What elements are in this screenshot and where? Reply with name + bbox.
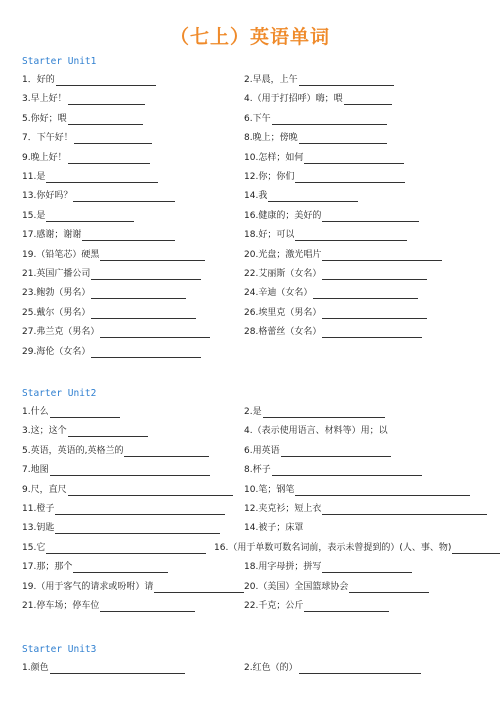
vocab-prompt: 17.感谢；谢谢 (22, 230, 82, 241)
vocab-item (22, 503, 225, 515)
vocab-item (22, 406, 120, 418)
vocab-prompt: 26.埃里克（男名） (244, 307, 322, 318)
vocab-item (22, 425, 148, 437)
vocab-item (244, 406, 385, 418)
vocab-item (22, 542, 206, 554)
answer-blank[interactable] (263, 407, 385, 418)
vocab-prompt: 7．下午好！ (22, 133, 73, 144)
vocab-prompt: 19.（铅笔芯）硬黑 (22, 249, 100, 260)
vocab-item (22, 190, 175, 202)
vocab-item (244, 132, 387, 144)
answer-blank[interactable] (272, 114, 387, 125)
answer-blank[interactable] (73, 191, 175, 202)
vocab-prompt: 21.英国广播公司 (22, 269, 91, 279)
vocab-prompt: 18.用字母拼；拼写 (244, 562, 322, 573)
vocab-prompt: 2.早晨，上午 (244, 75, 298, 85)
answer-blank[interactable] (322, 308, 427, 319)
answer-blank[interactable] (322, 211, 419, 222)
vocab-item (22, 522, 220, 534)
vocab-item (22, 210, 134, 222)
answer-blank[interactable] (82, 230, 175, 241)
answer-blank[interactable] (295, 485, 470, 496)
vocab-prompt: 13.钥匙 (22, 523, 55, 534)
vocab-prompt: 18.好；可以 (244, 230, 295, 241)
answer-blank[interactable] (299, 133, 387, 144)
vocab-prompt: 5.你好；喂 (22, 113, 67, 124)
answer-blank[interactable] (299, 75, 394, 86)
vocab-item (22, 287, 186, 299)
vocab-item (244, 113, 387, 125)
vocab-prompt: 23.鲍勃（男名） (22, 288, 91, 299)
vocab-prompt: 14.被子；床罩 (244, 523, 304, 534)
vocab-prompt: 25.戴尔（男名） (22, 307, 91, 318)
vocab-prompt: 20.（美国）全国篮球协会 (244, 581, 349, 592)
vocab-prompt: 22.千克；公斤 (244, 601, 304, 611)
answer-blank[interactable] (322, 562, 412, 573)
vocab-prompt: 24.辛迪（女名） (244, 288, 313, 299)
answer-blank[interactable] (73, 562, 168, 573)
answer-blank[interactable] (55, 523, 220, 534)
vocab-prompt: 9.晚上好！ (22, 152, 67, 163)
vocab-prompt: 17.那；那个 (22, 562, 73, 573)
answer-blank[interactable] (74, 133, 152, 144)
vocab-prompt: 19.（用于客气的请求或吩咐）请 (22, 581, 154, 592)
vocab-prompt: 28.格蕾丝（女名） (244, 327, 322, 338)
vocab-prompt: 8.晚上；傍晚 (244, 133, 298, 144)
answer-blank[interactable] (349, 582, 429, 593)
vocab-item (244, 268, 427, 280)
answer-blank[interactable] (91, 347, 201, 358)
vocab-prompt: 1.什么 (22, 407, 49, 417)
vocab-item (22, 464, 210, 476)
vocab-item (22, 600, 195, 612)
vocab-prompt: 3.早上好！ (22, 94, 67, 105)
answer-blank[interactable] (100, 327, 210, 338)
vocab-prompt: 10.怎样；如何 (244, 152, 304, 163)
vocab-prompt: 4.（用于打招呼）嗨；喂 (244, 94, 343, 105)
vocab-item (244, 561, 412, 573)
answer-blank[interactable] (268, 191, 358, 202)
vocab-item (244, 600, 389, 612)
vocab-item (244, 464, 422, 476)
answer-blank[interactable] (50, 663, 185, 674)
vocab-item (244, 287, 418, 299)
answer-blank[interactable] (304, 601, 389, 612)
vocab-item (244, 425, 388, 437)
vocab-prompt: 29.海伦（女名） (22, 346, 91, 357)
vocab-item (244, 93, 392, 105)
vocab-prompt: 2.是 (244, 407, 262, 417)
vocab-item (244, 74, 394, 86)
answer-blank[interactable] (68, 426, 148, 437)
answer-blank[interactable] (68, 114, 143, 125)
vocab-prompt: 16.（用于单数可数名词前，表示未曾提到的）(人、事、物) (214, 542, 452, 553)
vocab-prompt: 11.橙子 (22, 504, 55, 514)
answer-blank[interactable] (322, 504, 487, 515)
vocab-prompt: 2.红色（的） (244, 663, 298, 673)
answer-blank[interactable] (91, 308, 196, 319)
vocab-item (244, 307, 427, 319)
vocab-prompt: 12.你；你们 (244, 172, 295, 182)
answer-blank[interactable] (299, 663, 421, 674)
vocab-item (244, 326, 422, 338)
vocab-item (244, 522, 303, 534)
vocab-item (22, 484, 233, 496)
vocab-item (22, 346, 201, 358)
vocab-item (244, 503, 487, 515)
vocab-prompt: 20.光盘；激光唱片 (244, 249, 322, 260)
vocab-item (22, 152, 150, 164)
vocab-prompt: 15.是 (22, 210, 46, 221)
answer-blank[interactable] (46, 172, 158, 183)
vocab-item (22, 268, 201, 280)
answer-blank[interactable] (295, 172, 405, 183)
answer-blank[interactable] (55, 504, 225, 515)
answer-blank[interactable] (344, 94, 392, 105)
vocab-prompt: 8.杯子 (244, 465, 271, 476)
vocab-prompt: 14.我 (244, 191, 268, 202)
vocab-item (244, 484, 470, 496)
answer-blank[interactable] (100, 601, 195, 612)
vocab-item (22, 74, 156, 86)
answer-blank[interactable] (56, 75, 156, 86)
answer-blank[interactable] (46, 543, 206, 554)
vocab-prompt: 27.弗兰克（男名） (22, 327, 100, 338)
answer-blank[interactable] (322, 250, 442, 261)
vocab-prompt: 1.颜色 (22, 663, 49, 673)
vocab-item (22, 326, 210, 338)
vocab-item (244, 249, 442, 261)
answer-blank[interactable] (281, 446, 391, 457)
vocab-prompt: 22.艾丽斯（女名） (244, 269, 322, 279)
unit-heading: Starter Unit3 (22, 644, 97, 655)
vocab-prompt: 21.停车场；停车位 (22, 601, 100, 611)
vocab-prompt: 1．好的 (22, 75, 55, 85)
vocab-item (214, 542, 500, 554)
answer-blank[interactable] (68, 153, 150, 164)
page-title: （七上）英语单词 (169, 26, 330, 48)
vocab-item (244, 210, 419, 222)
vocab-prompt: 15.它 (22, 542, 46, 553)
vocab-item (22, 581, 244, 593)
vocab-item (244, 190, 358, 202)
answer-blank[interactable] (124, 446, 209, 457)
vocab-item (244, 662, 421, 674)
vocab-item (22, 249, 205, 261)
vocab-item (244, 581, 429, 593)
vocab-prompt: 16.健康的；美好的 (244, 210, 322, 221)
vocab-prompt: 4.（表示使用语言、材料等）用；以 (244, 426, 388, 437)
vocab-item (244, 229, 407, 241)
answer-blank[interactable] (154, 582, 244, 593)
vocab-prompt: 10.笔；钢笔 (244, 484, 295, 495)
answer-blank[interactable] (68, 94, 145, 105)
answer-blank[interactable] (272, 465, 422, 476)
vocab-item (22, 445, 209, 457)
answer-blank[interactable] (46, 211, 134, 222)
vocab-item (244, 445, 391, 457)
vocab-item (244, 171, 405, 183)
answer-blank[interactable] (304, 153, 404, 164)
answer-blank[interactable] (91, 269, 201, 280)
vocab-prompt: 6.用英语 (244, 445, 280, 456)
vocab-prompt: 3.这；这个 (22, 426, 67, 437)
vocab-prompt: 13.你好吗？ (22, 191, 73, 202)
answer-blank[interactable] (68, 485, 233, 496)
vocab-prompt: 9.尺，直尺 (22, 484, 67, 495)
vocab-item (22, 93, 145, 105)
answer-blank[interactable] (50, 407, 120, 418)
vocab-item (22, 662, 185, 674)
answer-blank[interactable] (50, 465, 210, 476)
answer-blank[interactable] (295, 230, 407, 241)
vocab-prompt: 7.地图 (22, 465, 49, 476)
vocab-prompt: 12.夹克衫；短上衣 (244, 504, 322, 514)
answer-blank[interactable] (91, 288, 186, 299)
vocab-item (22, 113, 143, 125)
answer-blank[interactable] (313, 288, 418, 299)
vocab-prompt: 5.英语，英语的,英格兰的 (22, 445, 124, 456)
unit-heading: Starter Unit2 (22, 388, 97, 399)
unit-heading: Starter Unit1 (22, 56, 97, 67)
vocab-item (22, 307, 196, 319)
answer-blank[interactable] (322, 327, 422, 338)
vocab-prompt: 6.下午 (244, 113, 271, 124)
vocab-prompt: 11.是 (22, 172, 46, 182)
vocab-item (244, 152, 404, 164)
vocab-item (22, 561, 168, 573)
answer-blank[interactable] (322, 269, 427, 280)
vocab-item (22, 132, 152, 144)
answer-blank[interactable] (100, 250, 205, 261)
vocab-item (22, 171, 158, 183)
answer-blank[interactable] (452, 543, 500, 554)
vocab-item (22, 229, 175, 241)
